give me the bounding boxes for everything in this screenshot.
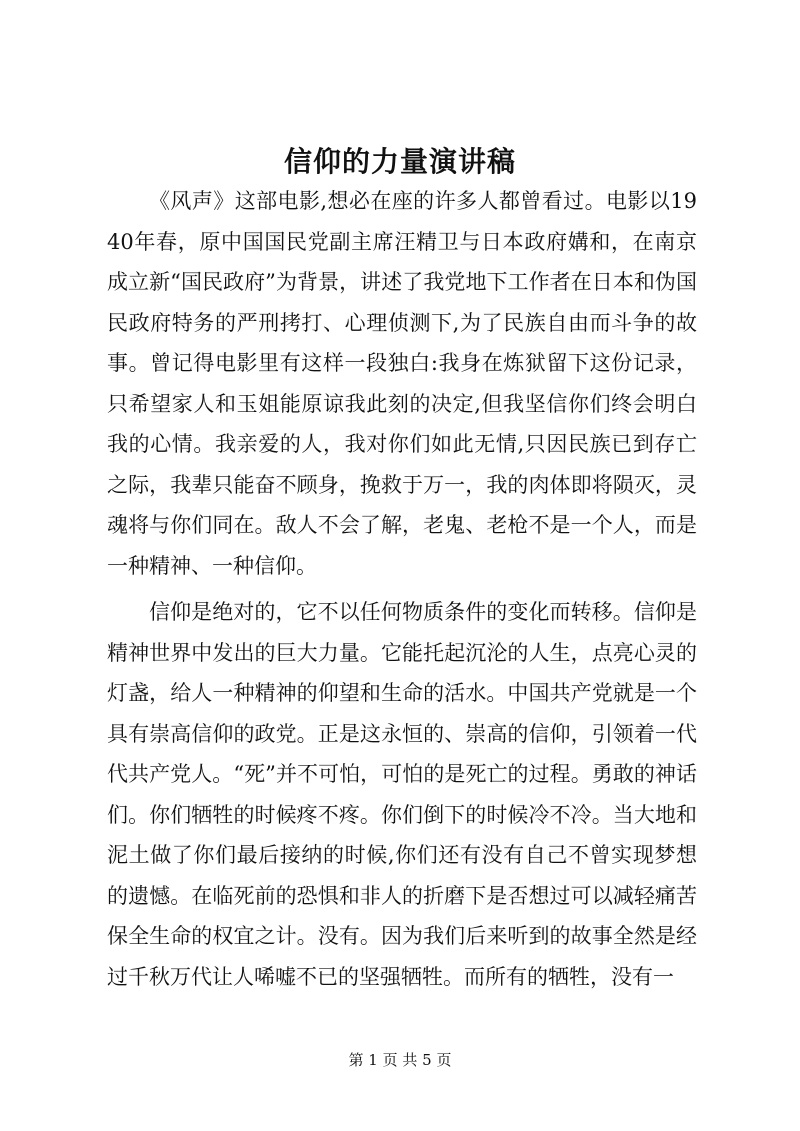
document-body bbox=[107, 181, 697, 997]
paragraph: 信仰是绝对的，它不以任何物质条件的变化而转移。信仰是精神世界中发出的巨大力量。它能托起沉沦的人生，点亮心灵的灯盏，给人一种精神的仰望和生命的活水。中国共产党就是一个具有崇高信仰的政党。正是这永恒的、崇高的信仰，引领着一代代共产党人。“死”并不可怕，可怕的是死亡的过程。勇敢的神话们。你们牺牲的时候疼不疼。你们倒下的时候冷不冷。当大地和泥土做了你们最后接纳的时候,你们还有没有自己不曾实现梦想的遗憾。在临死前的恐惧和非人的折磨下是否想过可以减轻痛苦保全生命的权宜之计。没有。因为我们后来听到的故事全然是经过千秋万代让人唏嘘不已的坚强牺牲。而所有的牺牲，没有一 bbox=[107, 600, 697, 989]
page-footer: 第 1 页 共 5 页 bbox=[348, 1051, 452, 1069]
document-title: 信仰的力量演讲稿 bbox=[283, 145, 516, 178]
paragraph: 《风声》这部电影,想必在座的许多人都曾看过。电影以1940年春，原中国国民党副主席汪精卫与日本政府媾和，在南京成立新“国民政府”为背景，讲述了我党地下工作者在日本和伪国民政府特务的严刑拷打、心理侦测下,为了民族自由而斗争的故事。曾记得电影里有这样一段独白:我身在炼狱留下这份记录，只希望家人和玉姐能原谅我此刻的决定,但我坚信你们终会明白我的心情。我亲爱的人，我对你们如此无情,只因民族已到存亡之际，我辈只能奋不顾身，挽救于万一，我的肉体即将陨灭，灵魂将与你们同在。敌人不会了解，老鬼、老枪不是一个人，而是一种精神、一种信仰。 bbox=[107, 189, 697, 578]
